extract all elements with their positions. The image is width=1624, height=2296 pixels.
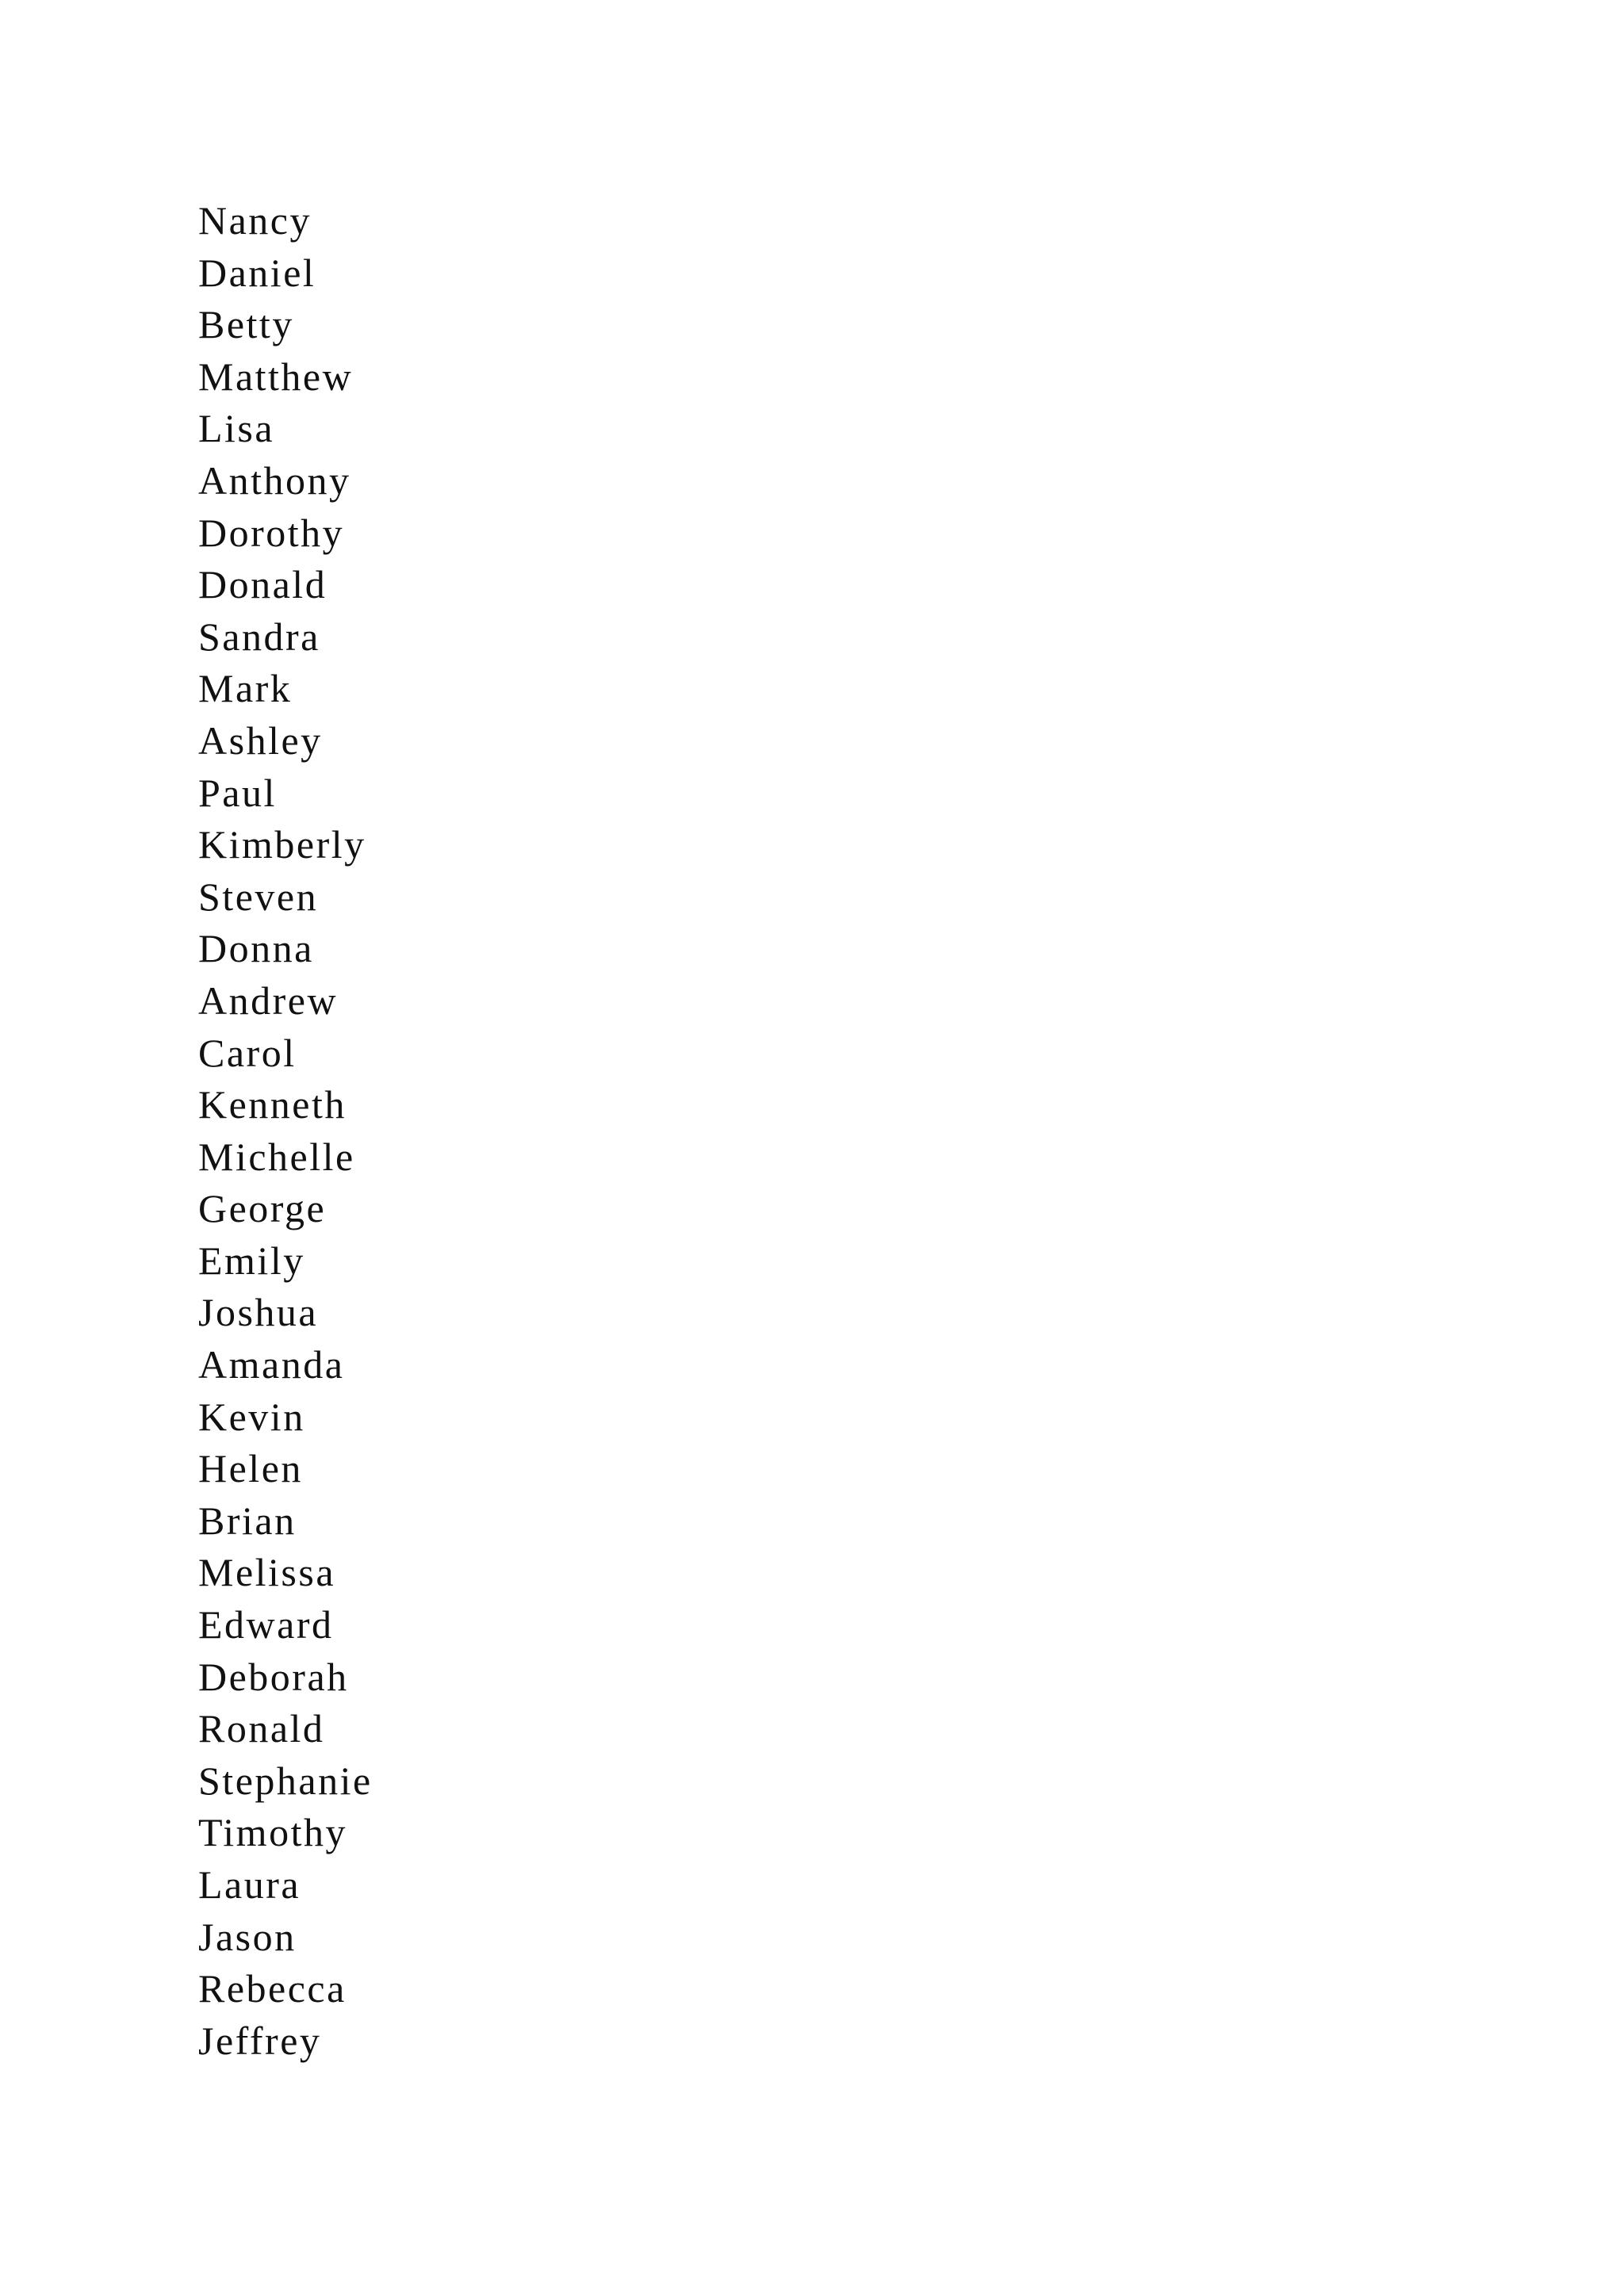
- name-list-item: Joshua: [198, 1290, 319, 1335]
- name-list-item: Ronald: [198, 1706, 325, 1751]
- name-list-item: Kevin: [198, 1394, 305, 1439]
- name-list-item: Donna: [198, 926, 314, 971]
- name-list-item: Laura: [198, 1862, 301, 1907]
- name-list-item: Lisa: [198, 406, 275, 451]
- name-list-item: Donald: [198, 562, 327, 607]
- name-list-item: George: [198, 1186, 327, 1231]
- name-list-item: Carol: [198, 1030, 297, 1075]
- name-list-item: Mark: [198, 666, 293, 711]
- name-list-item: Sandra: [198, 614, 320, 659]
- name-list-item: Brian: [198, 1498, 297, 1543]
- name-list-item: Helen: [198, 1446, 303, 1491]
- name-list-item: Timothy: [198, 1810, 347, 1855]
- name-list-item: Rebecca: [198, 1966, 347, 2011]
- name-list-item: Stephanie: [198, 1758, 373, 1803]
- name-list-item: Ashley: [198, 718, 323, 763]
- name-list-item: Paul: [198, 770, 277, 815]
- name-list-item: Nancy: [198, 198, 312, 243]
- name-list-item: Dorothy: [198, 510, 345, 555]
- name-list-item: Daniel: [198, 250, 316, 295]
- name-list-item: Melissa: [198, 1550, 336, 1595]
- name-list-item: Kimberly: [198, 822, 366, 867]
- name-list-item: Andrew: [198, 978, 339, 1023]
- name-list-item: Deborah: [198, 1654, 349, 1699]
- name-list-item: Jason: [198, 1914, 297, 1959]
- name-list-item: Edward: [198, 1602, 334, 1647]
- name-list: [198, 195, 373, 2067]
- name-list-item: Betty: [198, 302, 294, 347]
- name-list-item: Matthew: [198, 354, 354, 399]
- name-list-item: Kenneth: [198, 1082, 347, 1127]
- name-list-item: Amanda: [198, 1342, 345, 1387]
- name-list-item: Emily: [198, 1238, 305, 1283]
- name-list-item: Jeffrey: [198, 2018, 322, 2063]
- name-list-item: Michelle: [198, 1134, 355, 1179]
- name-list-item: Anthony: [198, 457, 351, 503]
- name-list-item: Steven: [198, 874, 319, 919]
